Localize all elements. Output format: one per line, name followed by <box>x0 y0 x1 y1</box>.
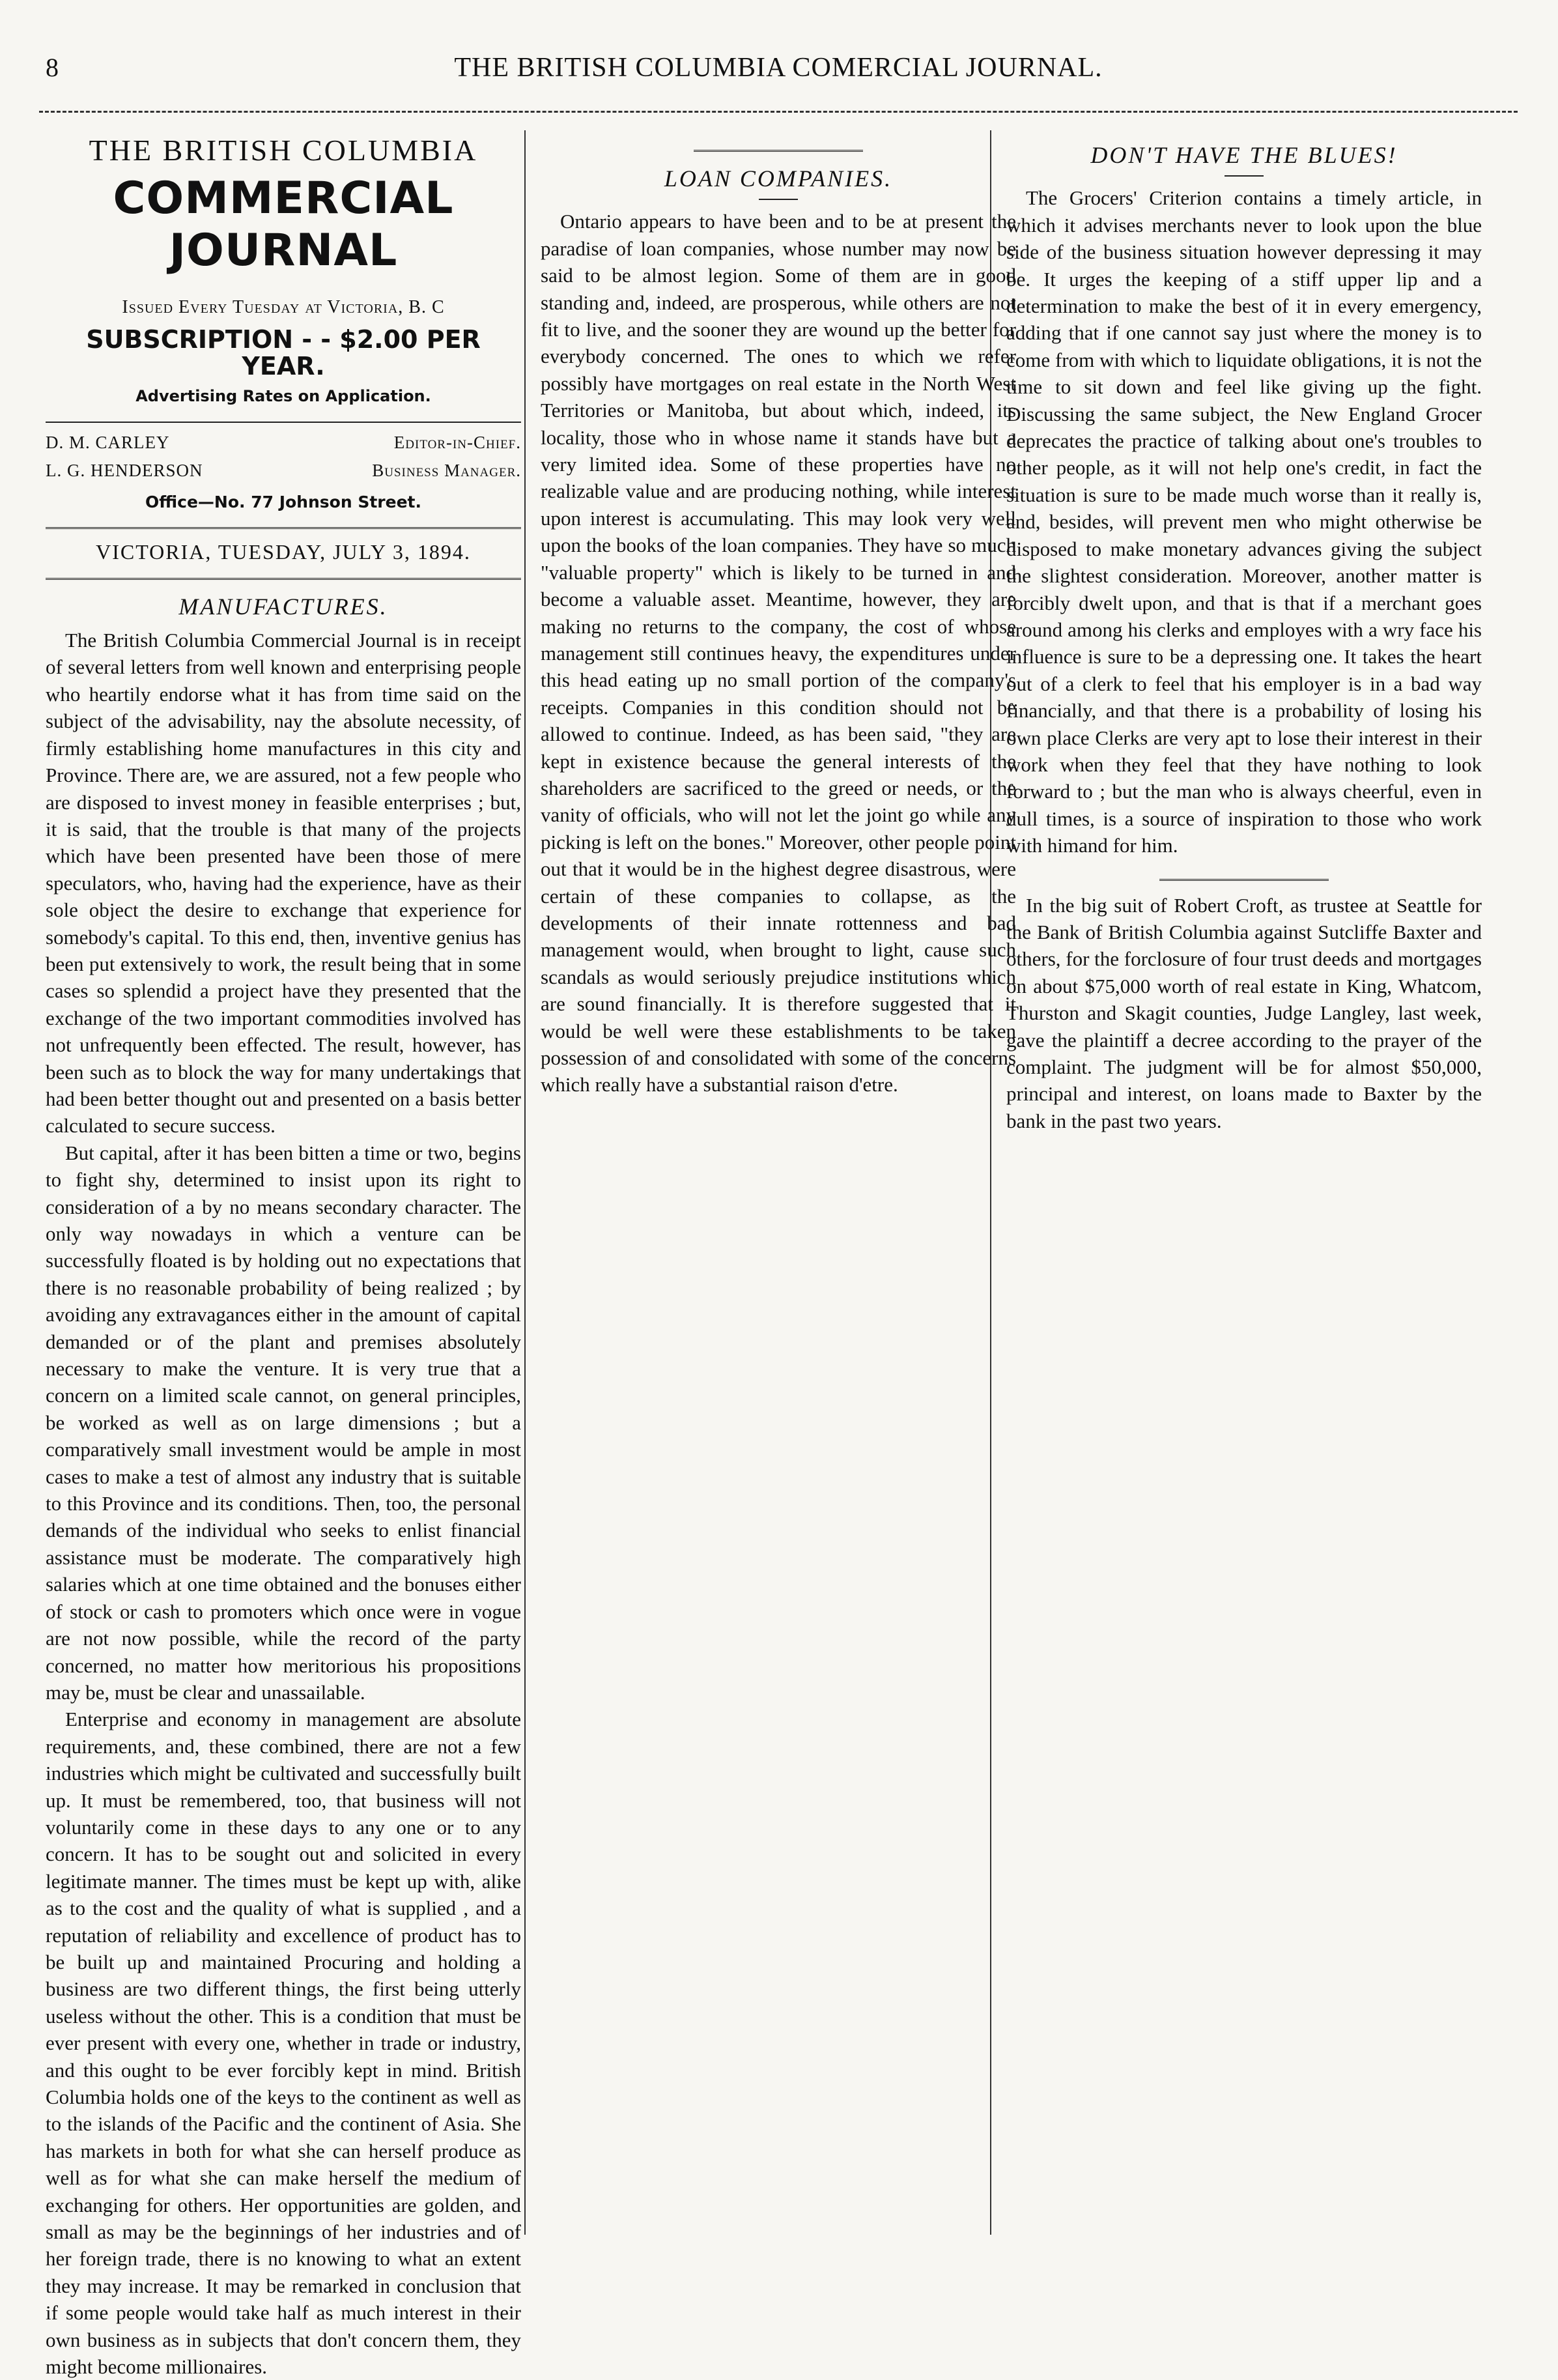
staff-name: L. G. HENDERSON <box>46 461 203 481</box>
article-paragraph: The British Columbia Commercial Journal is in receipt of several letters from well known and enterprising people who heartily endorse what it has from time said on the subject of the advisability, nay the absolute necessity, of firmly establishing home manufactures in this city and Province. There are, we are assured, not a few people who are disposed to invest money in feasible enterprises ; but, it is said, that the trouble is that many of the projects which have been presented have been those of mere speculators, who, having had the experience, have as their sole object the desire to exchange that experience for somebody's capital. To this end, then, inventive genius has been put extensively to work, the result being that in some cases so splendid a project have they presented that the exchange of the two important commodities involved has not unfrequently been effected. The result, however, has been such as to block the way for many undertakings that had been better thought out and presented on a basis better calculated to secure success. <box>46 629 521 1138</box>
dateline: VICTORIA, TUESDAY, JULY 3, 1894. <box>96 540 471 564</box>
nameplate-issued: Issued Every Tuesday at Victoria, B. C <box>122 297 445 318</box>
nameplate-rule <box>46 578 521 582</box>
article-paragraph: The Grocers' Criterion contains a timely article, in which it advises merchants never to look upon the blue side of the business situation however depressing it may be. It urges the keeping of a stiff upper lip and a determination to make the best of it in every emergency, adding that if one cannot say just where the money is to come from with which to liquidate obligations, it is not the time to sit down and feel like giving up the fight. Discussing the same subject, the New England Grocer deprecates the practice of talking about one's troubles to other people, as it will not help one's credit, in fact the situation is sure to be made much worse than it really is, and, besides, will prevent men who might otherwise be disposed to make monetary advances giving the subject the slightest consideration. Moreover, another matter is forcibly dwelt upon, and that is that if a merchant goes around among his clerks and employes with a wry face his influence is sure to be a depressing one. It takes the heart out of a clerk to feel that his employer is in a bad way financially, and that there is a probability of losing his own place Clerks are very apt to lose their interest in their work when they feel that they have nothing to look forward to ; but the man who is always cheerful, even in dull times, is a source of inspiration to those who work with himand for him. <box>1006 186 1482 857</box>
article-paragraph: But capital, after it has been bitten a time or two, begins to fight shy, determined to insist upon its right to consideration of a by no means secondary character. The only way nowadays in which a venture can be successfully floated is by holding out no expectations that there is no reasonable probability of being realized ; by avoiding any extravagances either in the amount of capital demanded or of the plant and premises absolutely necessary to make the venture. It is very true that a concern on a limited scale cannot, on general principles, be worked as well as on large dimensions ; but a comparatively small investment would be ample in most cases to make a test of almost any industry that is suitable to this Province and its conditions. Then, too, the personal demands of the individual who seeks to enlist financial assistance must be moderate. The comparatively high salaries which at one time obtained and the bonuses either of stock or cash to promoters which once were in vogue are not now possible, while the record of the party concerned, no matter how meritorious his propositions may be, must be clear and unassailable. <box>46 1141 521 1704</box>
column-rule <box>524 130 526 2235</box>
section-heading: MANUFACTURES. <box>178 593 388 620</box>
nameplate <box>46 134 521 582</box>
section-rule <box>694 150 863 154</box>
staff-row <box>46 457 521 484</box>
column-3 <box>1006 130 1482 2235</box>
article-paragraph: Ontario appears to have been and to be at present the paradise of loan companies, whose number may now be said to be almost legion. Some of them are in good standing and, indeed, are prosperous, while others are not fit to live, and the sooner they are wound up the better for everybody concerned. The ones to which we refer possibly have mortgages on real estate in the North West Territories or Manitoba, but about which, indeed, its locality, those who in whose name it stands have but a very limited idea. Some of these properties have no realizable value and are producing nothing, while interest upon interest is accumulating. This may look very well upon the books of the loan companies. They have so much "valuable property" which is likely to be turned in and become a valuable asset. Meantime, however, they are making no returns to the company, the cost of whose management still continues heavy, the expenditures under this head eating up no small portion of the company's receipts. Companies in this condition should not be allowed to continue. Indeed, as has been said, "they are kept in existence because the general interests of the shareholders are sacrificed to the greed or needs, or the vanity of officials, who will not let the joint go while any picking is left on the bones." Moreover, other people point out that it would be in the highest degree disastrous, were certain of these companies to collapse, as the developments of their innate rottenness and bad management would, when brought to light, cause such scandals as would seriously prejudice institutions which are sound financially. It is therefore suggested that it would be well were these establishments to be taken possession of and consolidated with some of the concerns which really have a substantial raison d'etre. <box>541 210 1016 1097</box>
nameplate-rule <box>46 527 521 531</box>
article-paragraph: In the big suit of Robert Croft, as trustee at Seattle for the Bank of British Columbia against Sutcliffe Baxter and others, for the forclosure of four trust deeds and mortgages on about $75,000 worth of real estate in King, Whatcom, Thurston and Skagit counties, Judge Langley, last week, gave the plaintiff a decree according to the prayer of the complaint. The judgment will be for almost $50,000, principal and interest, on loans made to Baxter by the bank in the past two years. <box>1006 893 1482 1132</box>
staff-role: Business Manager. <box>372 461 521 481</box>
section-heading: LOAN COMPANIES. <box>664 165 893 192</box>
article-paragraph: Enterprise and economy in management are absolute requirements, and, these combined, there are not a few industries which might be cultivated and successfully built up. It must be remembered, too, that business will not voluntarily come in these days to any one or to any concern. It has to be sought out and solicited in every legitimate manner. The times must be kept up with, alike as to the cost and the quality of what is supplied , and a reputation of reliability and excellence of product has to be built up and maintained Procuring and holding a business are two different things, the first being utterly useless without the other. This is a condition that must be ever present with every one, whether in trade or industry, and this ought to be ever forcibly kept in mind. British Columbia holds one of the keys to the continent as well as to the islands of the Pacific and the continent of Asia. She has markets in both for what she can herself produce as well as for what she can make herself the medium of exchanging for others. Her opportunities are golden, and small as may be the beginnings of her industries and of her foreign trade, there is no knowing to what an extent they may increase. It may be remarked in conclusion that if some people would take half as much interest in their own business as in subjects that don't concern them, they might become millionaires. <box>46 1708 521 2379</box>
small-rule <box>759 199 798 200</box>
page-number: 8 <box>46 53 59 82</box>
nameplate-advertising: Advertising Rates on Application. <box>135 386 431 405</box>
staff-role: Editor-in-Chief. <box>393 433 521 453</box>
staff-row <box>46 429 521 456</box>
header-rule <box>39 111 1518 113</box>
column-1 <box>46 130 521 2379</box>
column-2 <box>541 130 1016 2235</box>
nameplate-line1: THE BRITISH COLUMBIA <box>89 134 478 167</box>
page-header <box>39 52 1518 98</box>
nameplate-title: COMMERCIAL JOURNAL <box>113 173 454 277</box>
section-rule <box>1159 879 1329 883</box>
nameplate-office: Office—No. 77 Johnson Street. <box>145 492 421 511</box>
section-heading: DON'T HAVE THE BLUES! <box>1090 142 1398 168</box>
small-rule <box>1225 175 1264 177</box>
staff-name: D. M. CARLEY <box>46 433 170 453</box>
nameplate-subscription: SUBSCRIPTION - - $2.00 PER YEAR. <box>86 324 481 381</box>
running-title: THE BRITISH COLUMBIA COMERCIAL JOURNAL. <box>454 53 1103 83</box>
nameplate-rule <box>46 422 521 423</box>
